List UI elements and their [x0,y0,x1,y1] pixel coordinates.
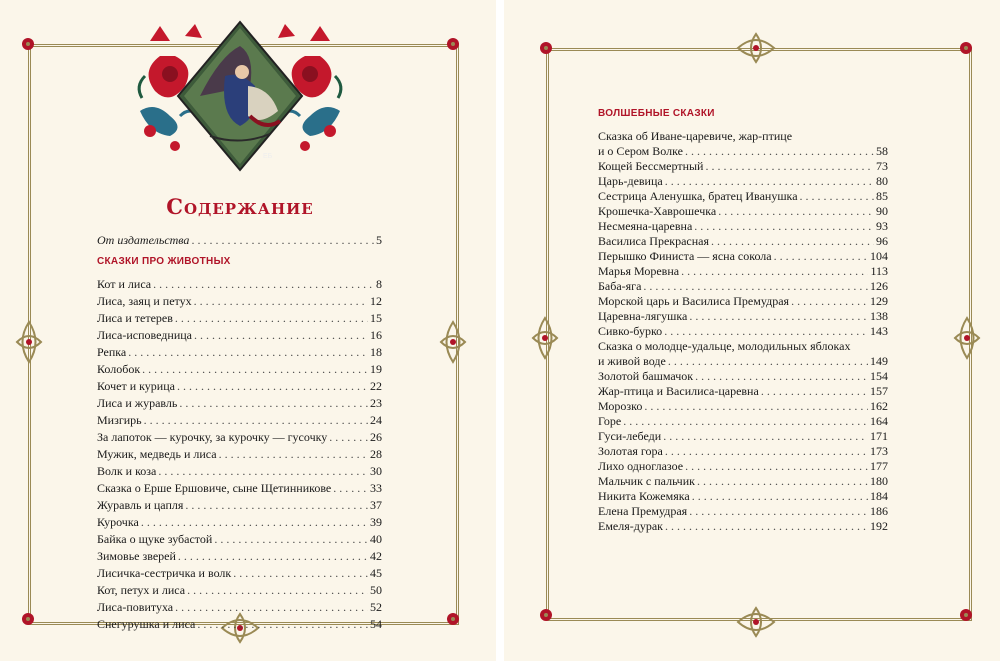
corner-flower-left-tr [441,32,465,56]
leader-dots [665,519,868,534]
toc-entry-title: Волк и коза [97,464,157,478]
toc-entry[interactable] [598,489,888,504]
toc-entry[interactable] [97,276,382,293]
folk-illustration [130,16,350,176]
toc-entry-title: Баба-яга [598,279,642,293]
toc-entry-title: Кот и лиса [97,277,152,291]
toc-entry-page: 22 [370,379,382,393]
leader-dots [705,159,874,174]
toc-entry[interactable] [598,414,888,429]
leader-dots [333,480,368,497]
leader-dots [697,474,868,489]
toc-entry-page: 42 [370,549,382,563]
toc-entry-page: 8 [376,277,382,291]
leader-dots [194,327,368,344]
leader-dots [177,378,368,395]
leader-dots [664,324,868,339]
leader-dots [644,399,868,414]
toc-entry[interactable] [97,582,382,599]
toc-entry-page: 80 [876,174,888,188]
corner-flower-left-br [441,607,465,631]
toc-entry-line1[interactable] [598,339,888,354]
toc-entry-page: 173 [870,444,888,458]
leader-dots [643,279,868,294]
leader-dots [144,412,368,429]
toc-entry[interactable] [598,279,888,294]
toc-entry[interactable] [97,497,382,514]
leader-dots [665,444,868,459]
toc-entry-title: За лапоток — курочку, за курочку — гусочку [97,430,328,444]
leader-dots [685,459,868,474]
toc-entry[interactable] [598,504,888,519]
toc-entry-page: 30 [370,464,382,478]
toc-entry-title: Золотая гора [598,444,663,458]
toc-entry[interactable] [598,174,888,189]
toc-entry-title: Никита Кожемяка [598,489,690,503]
toc-entry-title: Сказка об Иване-царевиче, жар-птице [598,129,793,143]
book-gutter [496,0,504,661]
toc-entry[interactable] [97,480,382,497]
toc-entry-title: Лиса и журавль [97,396,178,410]
toc-entry-title: Сказка о молодце-удальце, молодильных яблоках [598,339,851,353]
toc-entry-title: Колобок [97,362,141,376]
toc-entry-title: Сказка о Ерше Ершовиче, сыне Щетинникове [97,481,332,495]
toc-entry-title: Кот, петух и лиса [97,583,186,597]
toc-entry-page: 39 [370,515,382,529]
toc-entry-title: Василиса Прекрасная [598,234,710,248]
toc-entry-title: Зимовье зверей [97,549,176,563]
toc-entry-page: 143 [870,324,888,338]
toc-entry[interactable] [97,548,382,565]
toc-entry[interactable] [97,531,382,548]
toc-entry-page: 192 [870,519,888,533]
toc-entry[interactable] [97,565,382,582]
toc-entry-page: 177 [870,459,888,473]
toc-entry-page: 16 [370,328,382,342]
toc-entry-page: 58 [876,144,888,158]
toc-entry[interactable] [97,293,382,310]
toc-entry-page: 90 [876,204,888,218]
toc-entry-page: 5 [376,233,382,247]
toc-entry-title: От издательства [97,233,190,247]
leader-dots [158,463,368,480]
knot-ornament-right-bottom [734,604,778,640]
toc-entry-title: Мальчик с пальчик [598,474,695,488]
toc-entry[interactable] [598,159,888,174]
leader-dots [128,344,368,361]
toc-entry-title: Лиса и тетерев [97,311,173,325]
toc-entry-page: 50 [370,583,382,597]
leader-dots [692,489,868,504]
toc-entry-title: Кощей Бессмертный [598,159,704,173]
toc-entry-page: 149 [870,354,888,368]
leader-dots [185,497,368,514]
toc-entry-title: Жар-птица и Василиса-царевна [598,384,759,398]
knot-ornament-right-side-left [530,316,560,360]
toc-entry[interactable] [598,234,888,249]
leader-dots [214,531,368,548]
toc-entry-page: 54 [370,617,382,631]
toc-entry-page: 157 [870,384,888,398]
leader-dots [761,384,868,399]
toc-entry[interactable] [97,599,382,616]
toc-entry-page: 28 [370,447,382,461]
toc-entry-title: Мужик, медведь и лиса [97,447,217,461]
toc-entry-title: Лиса-повитуха [97,600,174,614]
leader-dots [153,276,374,293]
leader-dots [695,369,868,384]
section-heading-animal-tales: СКАЗКИ ПРО ЖИВОТНЫХ [97,256,231,267]
toc-entry-title: Перышко Финиста — ясна сокола [598,249,772,263]
knot-ornament-left-side [14,320,44,364]
toc-entry-page: 52 [370,600,382,614]
toc-entry-page: 26 [370,430,382,444]
toc-entry[interactable] [598,309,888,324]
knot-ornament-left-side-right [438,320,468,364]
toc-entry[interactable] [97,412,382,429]
toc-entry-page: 15 [370,311,382,325]
toc-entry-title: Лиса, заяц и петух [97,294,192,308]
toc-entry[interactable] [598,429,888,444]
toc-entry-page: 171 [870,429,888,443]
toc-entry[interactable] [598,519,888,534]
leader-dots [142,361,368,378]
leader-dots [179,395,368,412]
toc-entry-title: Несмеяна-царевна [598,219,693,233]
corner-flower-right-tl [534,36,558,60]
knot-ornament-right-side [952,316,982,360]
toc-entry[interactable] [598,369,888,384]
toc-entry-page: 113 [870,264,888,278]
toc-entry[interactable] [97,514,382,531]
leader-dots [791,294,868,309]
toc-entry[interactable] [598,294,888,309]
toc-entry[interactable] [97,327,382,344]
toc-entry-page: 37 [370,498,382,512]
leader-dots [800,189,874,204]
toc-entry-page: 186 [870,504,888,518]
toc-entry-page: 96 [876,234,888,248]
illustrator-monogram: ЕБ [263,153,273,160]
toc-entry[interactable] [97,395,382,412]
toc-left [97,232,382,633]
toc-entry[interactable] [97,344,382,361]
toc-entry[interactable] [598,399,888,414]
toc-entry-page: 138 [870,309,888,323]
toc-entry-page: 18 [370,345,382,359]
toc-entry[interactable] [598,204,888,219]
toc-entry[interactable] [598,354,888,369]
toc-entry-title: Горе [598,414,622,428]
toc-entry[interactable] [97,463,382,480]
toc-entry-title: Крошечка-Хаврошечка [598,204,717,218]
toc-entry-page: 180 [870,474,888,488]
leader-dots [663,429,868,444]
toc-entry[interactable] [598,144,888,159]
knot-ornament-right-top [734,30,778,66]
toc-entry-page: 45 [370,566,382,580]
leader-dots [175,599,368,616]
corner-flower-right-bl [534,603,558,627]
toc-entry-page: 73 [876,159,888,173]
corner-flower-left-bl [16,607,40,631]
toc-entry-title: Лисичка-сестричка и волк [97,566,232,580]
toc-entry[interactable] [97,429,382,446]
toc-entry-line1[interactable] [598,129,888,144]
section-heading-magic-tales: ВОЛШЕБНЫЕ СКАЗКИ [598,108,715,119]
toc-entry[interactable] [97,361,382,378]
leader-dots [689,504,868,519]
toc-entry[interactable] [598,264,888,279]
toc-entry-page: 93 [876,219,888,233]
toc-entry-title: Гуси-лебеди [598,429,662,443]
toc-entry-title: Марья Моревна [598,264,680,278]
toc-entry[interactable] [97,446,382,463]
toc-entry-title: Царевна-лягушка [598,309,688,323]
page-title: Содержание [166,194,314,219]
toc-right [598,102,888,534]
toc-entry[interactable] [598,444,888,459]
toc-entry-page: 85 [876,189,888,203]
magic-tales-list [598,129,888,534]
leader-dots [194,293,368,310]
toc-entry-page: 164 [870,414,888,428]
toc-entry-title: Курочка [97,515,139,529]
leader-dots [141,514,368,531]
leader-dots [178,548,368,565]
leader-dots [689,309,868,324]
toc-entry-title: Снегурушка и лиса [97,617,196,631]
toc-entry-page: 24 [370,413,382,427]
toc-entry-title: Сивко-бурко [598,324,663,338]
toc-entry-intro[interactable] [97,232,382,249]
toc-entry-title: Морозко [598,399,643,413]
toc-entry-title: Золотой башмачок [598,369,694,383]
toc-entry[interactable] [598,249,888,264]
leader-dots [187,582,368,599]
toc-entry-title: Емеля-дурак [598,519,664,533]
leader-dots [623,414,868,429]
toc-entry-title: и живой воде [598,354,666,368]
toc-entry-page: 40 [370,532,382,546]
toc-entry-title: Мизгирь [97,413,142,427]
leader-dots [681,264,868,279]
toc-entry[interactable] [598,219,888,234]
animal-tales-list [97,276,382,633]
toc-entry-title: Елена Премудрая [598,504,688,518]
toc-entry[interactable] [97,616,382,633]
toc-entry[interactable] [598,324,888,339]
leader-dots [233,565,368,582]
corner-flower-right-br [954,603,978,627]
corner-flower-left-tl [16,32,40,56]
toc-entry-page: 184 [870,489,888,503]
corner-flower-right-tr [954,36,978,60]
toc-entry-page: 154 [870,369,888,383]
toc-entry[interactable] [598,189,888,204]
leader-dots [329,429,368,446]
leader-dots [694,219,874,234]
toc-entry[interactable] [97,310,382,327]
toc-entry-title: Кочет и курица [97,379,175,393]
toc-entry-title: Лиса-исповедница [97,328,192,342]
leader-dots [197,616,368,633]
toc-entry-page: 33 [370,481,382,495]
toc-entry-page: 126 [870,279,888,293]
toc-entry[interactable] [97,378,382,395]
toc-entry-page: 129 [870,294,888,308]
leader-dots [191,232,374,249]
toc-entry-title: Царь-девица [598,174,663,188]
leader-dots [175,310,368,327]
leader-dots [711,234,874,249]
toc-entry-page: 19 [370,362,382,376]
toc-entry[interactable] [598,459,888,474]
toc-entry-title: Журавль и цапля [97,498,184,512]
toc-entry-page: 104 [870,249,888,263]
toc-entry-title: Репка [97,345,127,359]
leader-dots [774,249,868,264]
diamond-scene [178,22,302,170]
toc-entry-title: и о Сером Волке [598,144,683,158]
toc-entry-title: Морской царь и Василиса Премудрая [598,294,790,308]
leader-dots [665,174,874,189]
toc-entry[interactable] [598,474,888,489]
toc-entry-title: Байка о щуке зубастой [97,532,213,546]
toc-entry[interactable] [598,384,888,399]
leader-dots [219,446,368,463]
toc-entry-page: 23 [370,396,382,410]
leader-dots [685,144,874,159]
toc-entry-page: 12 [370,294,382,308]
toc-entry-title: Сестрица Аленушка, братец Иванушка [598,189,798,203]
leader-dots [668,354,868,369]
toc-entry-page: 162 [870,399,888,413]
toc-entry-title: Лихо одноглазое [598,459,684,473]
leader-dots [718,204,874,219]
